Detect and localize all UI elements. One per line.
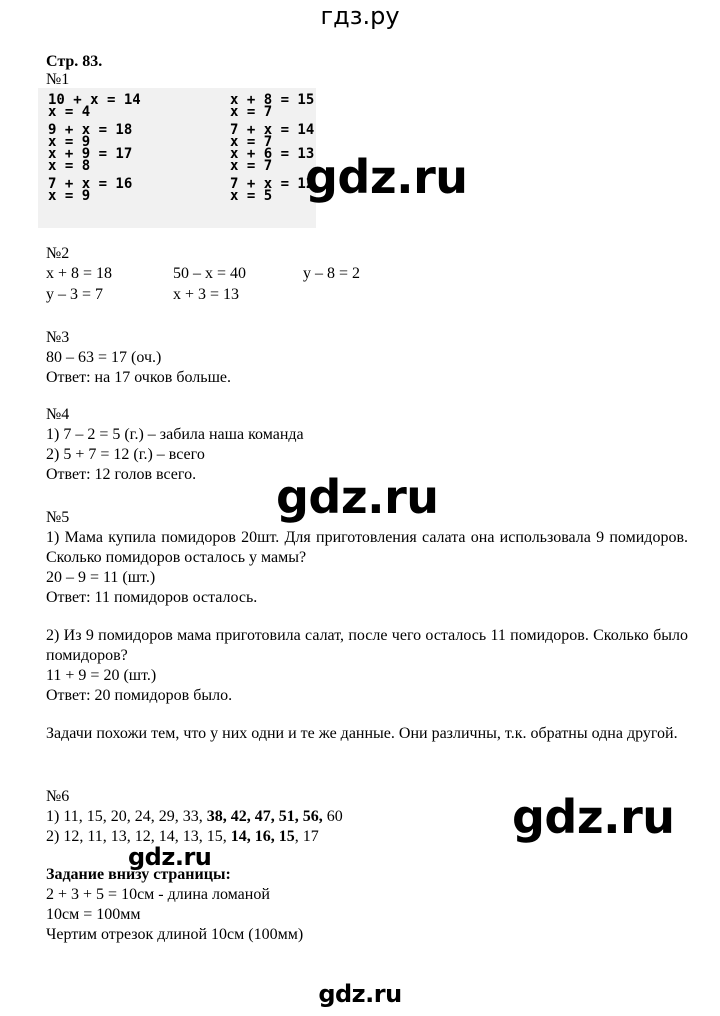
task5-solution: 20 – 9 = 11 (шт.) xyxy=(46,569,156,586)
task6-row-end: , 17 xyxy=(294,828,319,845)
site-title: гдз.ру xyxy=(320,2,400,30)
task1-right-eq: x + 8 = 15 xyxy=(230,92,315,108)
task1-left-eq: 9 + x = 18 xyxy=(48,122,133,138)
task1-right-eq: x = 7 xyxy=(230,134,273,150)
task5-answer: Ответ: 20 помидоров было. xyxy=(46,687,233,704)
task4-answer: Ответ: 12 голов всего. xyxy=(46,466,197,483)
task4-step: 1) 7 – 2 = 5 (г.) – забила наша команда xyxy=(46,426,304,443)
watermark: gdz.ru xyxy=(512,790,675,844)
task1-right-eq: 7 + x = 12 xyxy=(230,176,315,192)
task6-row-plain: 2) 12, 11, 13, 12, 14, 13, 15, xyxy=(46,828,227,845)
task1-left-eq: x = 9 xyxy=(48,134,91,150)
task1-right-eq: x = 7 xyxy=(230,158,273,174)
watermark: gdz.ru xyxy=(305,150,468,204)
task1-right-eq: x = 7 xyxy=(230,104,273,120)
task6-row-end: 60 xyxy=(326,808,343,825)
task1-left-eq: x = 9 xyxy=(48,188,91,204)
bottom-task-line: Чертим отрезок длиной 10см (100мм) xyxy=(46,926,304,943)
task1-left-eq: x = 4 xyxy=(48,104,91,120)
task3-label: №3 xyxy=(46,329,70,346)
bottom-task-line: 2 + 3 + 5 = 10см - длина ломаной xyxy=(46,886,270,903)
task6-row-plain: 1) 11, 15, 20, 24, 29, 33, xyxy=(46,808,203,825)
task1-left-eq: 10 + x = 14 xyxy=(48,92,141,108)
task1-right-eq: 7 + x = 14 xyxy=(230,122,315,138)
task1-label: №1 xyxy=(46,71,70,88)
task2-eq: y – 8 = 2 xyxy=(303,265,361,282)
task4-label: №4 xyxy=(46,406,70,423)
task4-step: 2) 5 + 7 = 12 (г.) – всего xyxy=(46,446,205,463)
task6-row-answer: 14, 16, 15 xyxy=(230,828,295,845)
task1-left-column xyxy=(48,94,141,202)
task1-left-eq: x = 8 xyxy=(48,158,91,174)
bottom-task-heading: Задание внизу страницы: xyxy=(46,866,231,883)
bottom-task-line: 10см = 100мм xyxy=(46,906,141,923)
task5-conclusion: Задачи похожи тем, что у них одни и те же данные. Они различны, т.к. обратны одна другой. xyxy=(46,725,678,742)
watermark: gdz.ru xyxy=(128,843,212,871)
task1-left-eq: x + 9 = 17 xyxy=(48,146,133,162)
task3-solution: 80 – 63 = 17 (оч.) xyxy=(46,349,162,366)
task2-eq: 50 – x = 40 xyxy=(173,265,247,282)
task5-problem: 1) Мама купила помидоров 20шт. Для приготовления салата она использовала 9 помидоров. Сколько помидоров осталось у мамы? xyxy=(46,529,688,566)
task5-answer: Ответ: 11 помидоров осталось. xyxy=(46,589,258,606)
task5-label: №5 xyxy=(46,509,70,526)
task6-label: №6 xyxy=(46,788,70,805)
task5-problem: 2) Из 9 помидоров мама приготовила салат, после чего осталось 11 помидоров. Сколько было помидоров? xyxy=(46,627,688,664)
watermark: gdz.ru xyxy=(276,470,439,524)
task1-right-column xyxy=(230,94,314,202)
watermark: gdz.ru xyxy=(318,980,402,1008)
task1-right-eq: x = 5 xyxy=(230,188,273,204)
task2-eq: x + 8 = 18 xyxy=(46,265,113,282)
task1-left-eq: 7 + x = 16 xyxy=(48,176,133,192)
task2-label: №2 xyxy=(46,245,70,262)
task3-answer: Ответ: на 17 очков больше. xyxy=(46,369,231,386)
task2-eq: x + 3 = 13 xyxy=(173,286,240,303)
task6-row xyxy=(46,807,343,827)
task1-right-eq: x + 6 = 13 xyxy=(230,146,315,162)
task6-row-answer: 38, 42, 47, 51, 56, xyxy=(206,808,323,825)
task5-solution: 11 + 9 = 20 (шт.) xyxy=(46,667,157,684)
page-heading: Стр. 83. xyxy=(46,53,103,70)
task2-eq: y – 3 = 7 xyxy=(46,286,104,303)
